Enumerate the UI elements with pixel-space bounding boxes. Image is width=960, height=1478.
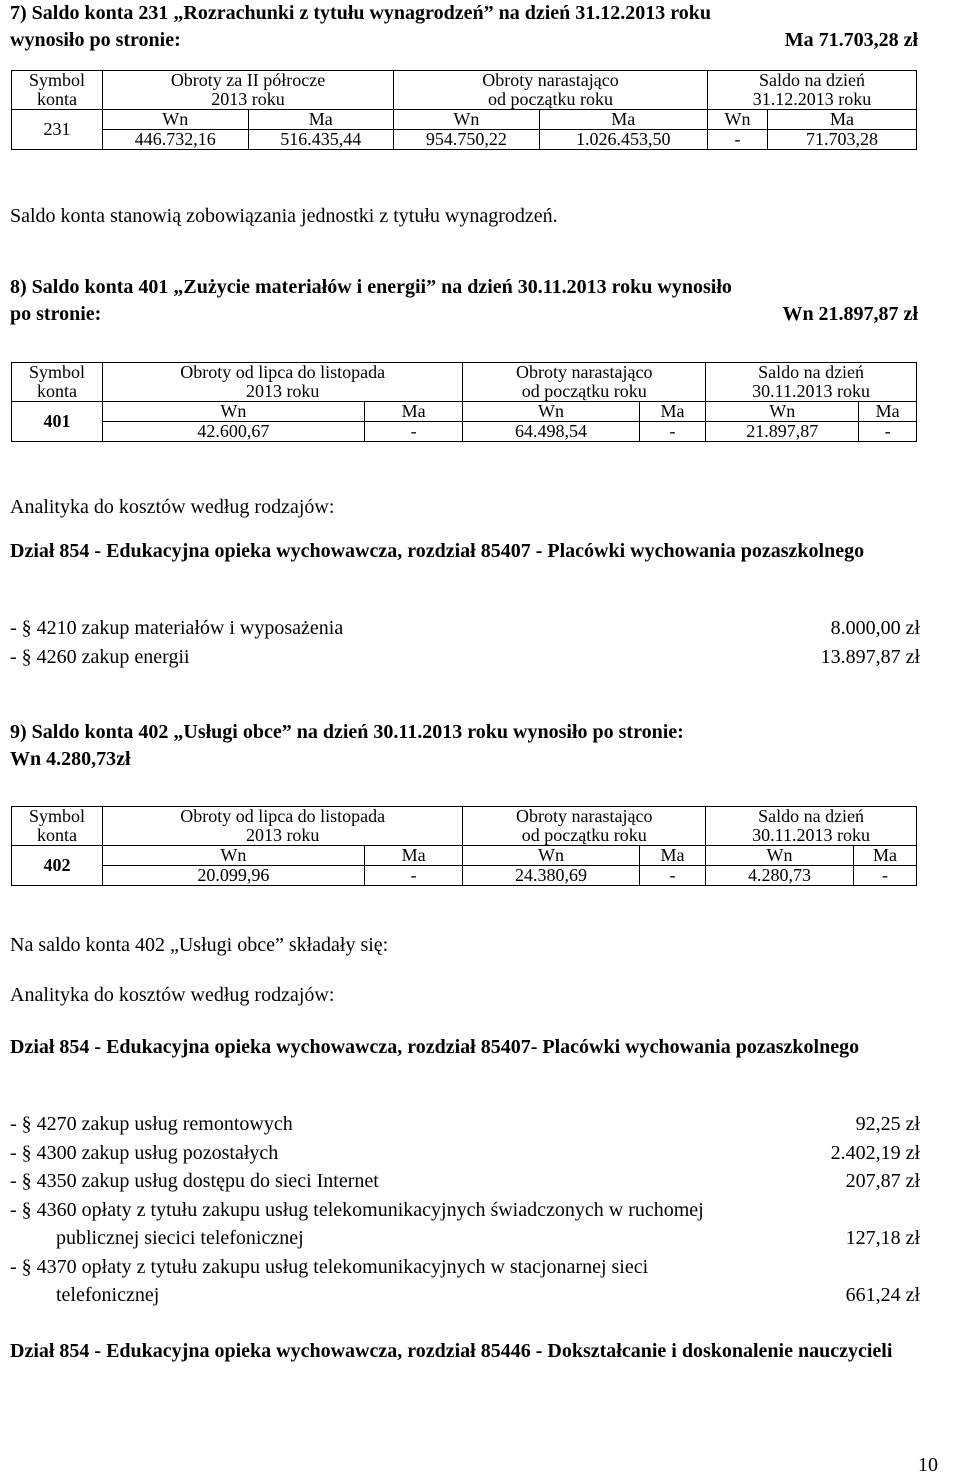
- sub-header: Ma: [639, 402, 705, 422]
- section-8-items: [10, 614, 920, 671]
- sub-header: Ma: [767, 110, 916, 130]
- sub-header: Ma: [639, 846, 705, 866]
- cost-item: - § 4260 zakup energii 13.897,87 zł: [10, 645, 920, 668]
- section-7-heading-line1: 7) Saldo konta 231 „Rozrachunki z tytułu wynagrodzeń” na dzień 31.12.2013 roku: [10, 2, 712, 24]
- cumulative-header: Obroty narastająco od początku roku: [463, 363, 706, 402]
- sub-header: Ma: [539, 110, 707, 130]
- sub-header: Wn: [706, 846, 854, 866]
- value-cell: 42.600,67: [103, 422, 365, 442]
- account-symbol: 401: [12, 402, 103, 442]
- sub-header: Wn: [463, 846, 639, 866]
- value-cell: 446.732,16: [103, 130, 249, 150]
- section-7-heading: [10, 0, 918, 54]
- section-8-heading-label: po stronie:: [10, 303, 102, 325]
- value-cell: 4.280,73: [706, 866, 854, 886]
- account-symbol: 402: [12, 846, 103, 886]
- value-cell: -: [364, 422, 463, 442]
- cost-item: - § 4210 zakup materiałów i wyposażenia 8.000,00 zł: [10, 617, 920, 639]
- value-cell: -: [707, 130, 767, 150]
- sub-header: Wn: [103, 846, 365, 866]
- page-number: 10: [918, 1454, 938, 1476]
- value-cell: 24.380,69: [463, 866, 639, 886]
- sub-header: Ma: [364, 402, 463, 422]
- cost-item: - § 4370 opłaty z tytułu zakupu usług telekomunikacyjnych w stacjonarnej sieci telefonicznej 661,24 zł: [10, 1255, 920, 1306]
- value-cell: 20.099,96: [103, 866, 365, 886]
- value-cell: 954.750,22: [394, 130, 540, 150]
- cost-item: - § 4360 opłaty z tytułu zakupu usług telekomunikacyjnych świadczonych w ruchomej publicznej siecici telefonicznej 127,18 zł: [10, 1198, 920, 1249]
- value-cell: 64.498,54: [463, 422, 639, 442]
- section-8-heading-line1: 8) Saldo konta 401 „Zużycie materiałów i energii” na dzień 30.11.2013 roku wynosiło: [10, 276, 732, 298]
- value-cell: 516.435,44: [248, 130, 394, 150]
- balance-header: Saldo na dzień 30.11.2013 roku: [706, 363, 917, 402]
- section-9-items: [10, 1110, 920, 1310]
- value-cell: 71.703,28: [767, 130, 916, 150]
- sub-header: Wn: [103, 110, 249, 130]
- section-9-division: Dział 854 - Edukacyjna opieka wychowawcza, rozdział 85407- Placówki wychowania pozaszkolnego: [10, 1036, 860, 1058]
- sub-header: Wn: [707, 110, 767, 130]
- turnover-header: Obroty za II półrocze 2013 roku: [103, 71, 394, 110]
- sub-header: Wn: [463, 402, 639, 422]
- section-7-heading-label: wynosiło po stronie:: [10, 29, 181, 51]
- section-8-division: Dział 854 - Edukacyjna opieka wychowawcza, rozdział 85407 - Placówki wychowania pozaszkolnego: [10, 540, 865, 562]
- sub-header: Wn: [103, 402, 365, 422]
- value-cell: -: [364, 866, 463, 886]
- symbol-header: Symbol konta: [12, 71, 103, 110]
- section-7-balance: Ma 71.703,28 zł: [784, 29, 918, 51]
- sub-header: Ma: [853, 846, 916, 866]
- balance-header: Saldo na dzień 30.11.2013 roku: [706, 807, 917, 846]
- account-symbol: 231: [12, 110, 103, 150]
- sub-header: Wn: [394, 110, 540, 130]
- cumulative-header: Obroty narastająco od początku roku: [394, 71, 708, 110]
- sub-header: Ma: [248, 110, 394, 130]
- sub-header: Ma: [364, 846, 463, 866]
- value-cell: -: [639, 422, 705, 442]
- symbol-header: Symbol konta: [12, 807, 103, 846]
- section-9-division-2: Dział 854 - Edukacyjna opieka wychowawcza, rozdział 85446 - Dokształcanie i doskonalenie nauczycieli: [10, 1340, 893, 1362]
- section-7-note: Saldo konta stanowią zobowiązania jednostki z tytułu wynagrodzeń.: [10, 205, 558, 227]
- section-8-analytics-label: Analityka do kosztów według rodzajów:: [10, 496, 335, 518]
- cost-item: - § 4300 zakup usług pozostałych 2.402,19 zł: [10, 1141, 920, 1164]
- value-cell: -: [639, 866, 705, 886]
- section-9-analytics-label: Analityka do kosztów według rodzajów:: [10, 984, 335, 1006]
- section-8-balance: Wn 21.897,87 zł: [782, 303, 918, 325]
- account-231-table: [11, 70, 917, 150]
- value-cell: 21.897,87: [706, 422, 859, 442]
- sub-header: Wn: [706, 402, 859, 422]
- section-9-composition-label: Na saldo konta 402 „Usługi obce” składały się:: [10, 934, 389, 956]
- account-402-table: [11, 806, 917, 886]
- turnover-header: Obroty od lipca do listopada 2013 roku: [103, 807, 463, 846]
- symbol-header: Symbol konta: [12, 363, 103, 402]
- account-401-table: [11, 362, 917, 442]
- section-9-balance: Wn 4.280,73zł: [10, 748, 131, 770]
- section-9-heading: [10, 719, 918, 773]
- section-8-heading: [10, 274, 918, 328]
- cost-item: - § 4350 zakup usług dostępu do sieci Internet 207,87 zł: [10, 1170, 920, 1192]
- cost-item: - § 4270 zakup usług remontowych 92,25 zł: [10, 1113, 920, 1135]
- value-cell: 1.026.453,50: [539, 130, 707, 150]
- value-cell: -: [853, 866, 916, 886]
- turnover-header: Obroty od lipca do listopada 2013 roku: [103, 363, 463, 402]
- balance-header: Saldo na dzień 31.12.2013 roku: [707, 71, 916, 110]
- section-9-heading-line1: 9) Saldo konta 402 „Usługi obce” na dzień 30.11.2013 roku wynosiło po stronie:: [10, 721, 684, 743]
- sub-header: Ma: [859, 402, 917, 422]
- cumulative-header: Obroty narastająco od początku roku: [463, 807, 706, 846]
- value-cell: -: [859, 422, 917, 442]
